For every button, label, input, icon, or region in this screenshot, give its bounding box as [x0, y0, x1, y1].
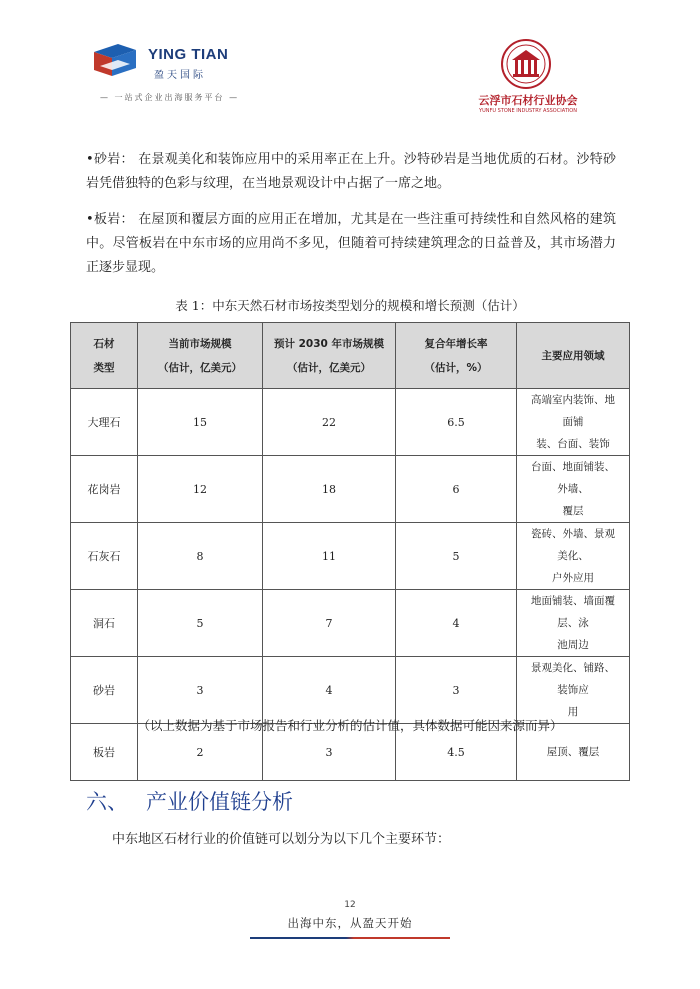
- cell-cagr: 6: [396, 456, 517, 523]
- cell-applications: 地面铺装、墙面覆层、泳 池周边: [517, 590, 630, 657]
- paragraph-slate: •板岩： 在屋顶和覆层方面的应用正在增加，尤其是在一些注重可持续性和自然风格的建筑中。尽管板岩在中东市场的应用尚不多见，但随着可持续建筑理念的日益普及，其市场潜力正逐步显现。: [86, 212, 616, 275]
- logo-name-cn: 盈天国际: [154, 70, 206, 81]
- page-header: [0, 0, 700, 130]
- cell-cagr: 6.5: [396, 389, 517, 456]
- header-stone-type: 石材 类型: [71, 323, 138, 389]
- cell-cagr: 4: [396, 590, 517, 657]
- header-cagr: 复合年增长率 （估计，%）: [396, 323, 517, 389]
- cell-cagr: 4.5: [396, 724, 517, 781]
- table-row: [71, 523, 630, 590]
- table-header-row: [71, 323, 630, 389]
- section-heading: [86, 786, 293, 816]
- logo-tagline: — 一站式企业出海服务平台 —: [100, 93, 240, 102]
- cell-current: 12: [138, 456, 263, 523]
- header-forecast-2030: 预计 2030 年市场规模 （估计，亿美元）: [263, 323, 396, 389]
- cell-applications: 屋顶、覆层: [517, 724, 630, 781]
- section-title: 产业价值链分析: [146, 790, 293, 814]
- cell-type: 洞石: [71, 590, 138, 657]
- table-row: [71, 456, 630, 523]
- yingtian-logo: [88, 40, 248, 110]
- page-number: 12: [344, 900, 356, 910]
- paragraph-sandstone: •砂岩： 在景观美化和装饰应用中的采用率正在上升。沙特砂岩是当地优质的石材。沙特砂岩凭借独特的色彩与纹理，在当地景观设计中占据了一席之地。: [86, 152, 616, 191]
- header-applications: 主要应用领域: [517, 323, 630, 389]
- table-row: [71, 389, 630, 456]
- table-row: [71, 657, 630, 724]
- yingtian-logo-mark-icon: [88, 42, 142, 84]
- cell-current: 5: [138, 590, 263, 657]
- cell-forecast: 3: [263, 724, 396, 781]
- cell-current: 3: [138, 657, 263, 724]
- cell-type: 板岩: [71, 724, 138, 781]
- cell-type: 砂岩: [71, 657, 138, 724]
- cell-applications: 台面、地面铺装、外墙、 覆层: [517, 456, 630, 523]
- cell-type: 花岗岩: [71, 456, 138, 523]
- table-row: [71, 590, 630, 657]
- cell-type: 大理石: [71, 389, 138, 456]
- cell-current: 8: [138, 523, 263, 590]
- footer-divider: [250, 937, 450, 939]
- cell-forecast: 11: [263, 523, 396, 590]
- cell-applications: 瓷砖、外墙、景观美化、 户外应用: [517, 523, 630, 590]
- association-logo: [468, 38, 588, 118]
- association-name-en: YUNFU STONE INDUSTRY ASSOCIATION: [479, 108, 577, 114]
- logo-name-en: YING TIAN: [148, 46, 229, 63]
- table-note: （以上数据为基于市场报告和行业分析的估计值，具体数据可能因来源而异）: [137, 718, 563, 733]
- cell-applications: 景观美化、铺路、装饰应 用: [517, 657, 630, 724]
- cell-applications: 高端室内装饰、地面铺 装、台面、装饰: [517, 389, 630, 456]
- cell-forecast: 7: [263, 590, 396, 657]
- table-caption: 表 1：中东天然石材市场按类型划分的规模和增长预测（估计）: [175, 298, 525, 313]
- cell-cagr: 3: [396, 657, 517, 724]
- footer-slogan: 出海中东，从盈天开始: [287, 916, 413, 930]
- cell-current: 2: [138, 724, 263, 781]
- cell-cagr: 5: [396, 523, 517, 590]
- section-intro: 中东地区石材行业的价值链可以划分为以下几个主要环节：: [112, 832, 451, 847]
- cell-forecast: 18: [263, 456, 396, 523]
- cell-current: 15: [138, 389, 263, 456]
- cell-type: 石灰石: [71, 523, 138, 590]
- section-number: 六、: [86, 790, 128, 814]
- header-current-size: 当前市场规模 （估计，亿美元）: [138, 323, 263, 389]
- stone-market-table: [70, 322, 630, 781]
- cell-forecast: 4: [263, 657, 396, 724]
- cell-forecast: 22: [263, 389, 396, 456]
- association-name-cn: 云浮市石材行业协会: [478, 94, 578, 107]
- association-seal-icon: [500, 38, 552, 90]
